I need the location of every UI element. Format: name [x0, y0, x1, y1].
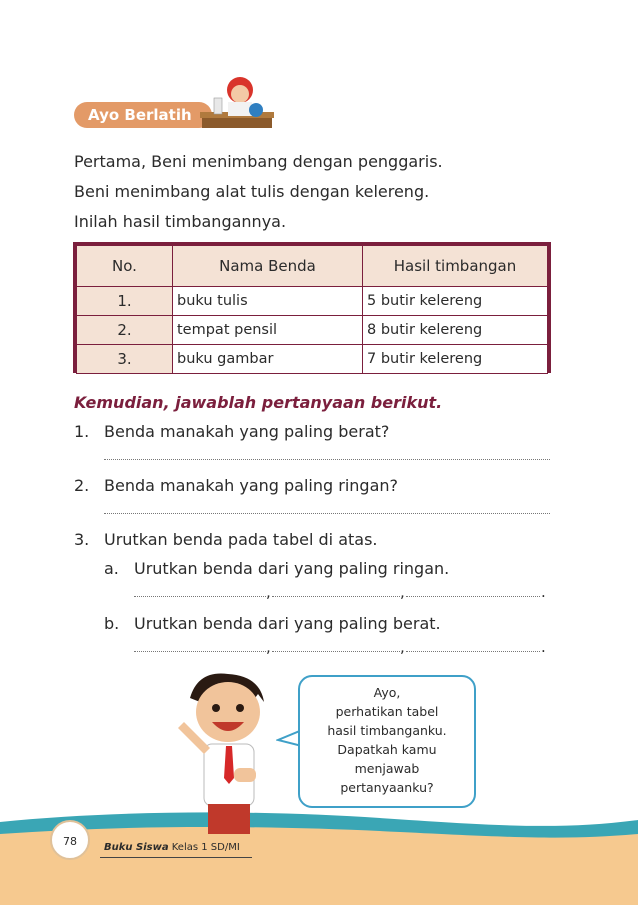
question-text: Benda manakah yang paling berat? [104, 422, 390, 441]
footer-wave-decoration [0, 800, 638, 905]
footer-book-name: Buku Siswa [104, 842, 169, 853]
bubble-line: pertanyaanku? [340, 780, 434, 795]
answer-blank-a3[interactable] [406, 596, 540, 597]
answer-blank-b2[interactable] [272, 651, 400, 652]
section-badge [74, 102, 212, 128]
subquestion-text: Urutkan benda dari yang paling ringan. [134, 559, 450, 578]
speech-bubble [298, 675, 476, 808]
girl-weighing-illustration [196, 72, 276, 138]
subquestion-text: Urutkan benda dari yang paling berat. [134, 614, 441, 633]
question-text: Urutkan benda pada tabel di atas. [104, 530, 378, 549]
bubble-line: Dapatkah kamu [337, 742, 437, 757]
table-header-row [77, 246, 548, 287]
question-number: 2. [74, 476, 90, 495]
bubble-line: menjawab [354, 761, 420, 776]
question-text: Benda manakah yang paling ringan? [104, 476, 399, 495]
answer-blank-b1[interactable] [134, 651, 266, 652]
section-badge-label: Ayo Berlatih [88, 106, 192, 124]
question-number: 3. [74, 530, 90, 549]
question-number: 1. [74, 422, 90, 441]
subquestion-b [104, 614, 441, 634]
col-header-result: Hasil timbangan [363, 246, 548, 287]
intro-line-1: Pertama, Beni menimbang dengan penggaris. [74, 152, 443, 171]
footer-grade: Kelas 1 SD/MI [171, 842, 240, 853]
page-number: 78 [50, 820, 90, 860]
row-result: 8 butir kelereng [363, 316, 548, 345]
table-row [77, 345, 548, 374]
row-no: 2. [77, 316, 173, 345]
bubble-line: Ayo, [373, 685, 401, 700]
table-row [77, 287, 548, 316]
subquestion-letter: b. [104, 614, 120, 633]
separator-period: . [541, 638, 546, 656]
col-header-no: No. [77, 246, 173, 287]
row-result: 5 butir kelereng [363, 287, 548, 316]
question-3 [74, 530, 378, 550]
subquestion-a [104, 559, 449, 579]
row-no: 1. [77, 287, 173, 316]
bubble-line: perhatikan tabel [335, 704, 439, 719]
boy-illustration [168, 668, 288, 838]
row-name: tempat pensil [173, 316, 363, 345]
answer-blank-a1[interactable] [134, 596, 266, 597]
separator-comma: , [400, 583, 405, 601]
separator-comma: , [266, 638, 271, 656]
answer-blank-b3[interactable] [406, 651, 540, 652]
footer-book-title [104, 842, 240, 853]
row-no: 3. [77, 345, 173, 374]
row-name: buku gambar [173, 345, 363, 374]
bubble-line: hasil timbanganku. [327, 723, 447, 738]
weighing-table [73, 242, 551, 373]
subquestion-letter: a. [104, 559, 119, 578]
instruction-heading: Kemudian, jawablah pertanyaan berikut. [74, 393, 443, 412]
separator-comma: , [400, 638, 405, 656]
answer-blank-a2[interactable] [272, 596, 400, 597]
row-name: buku tulis [173, 287, 363, 316]
col-header-name: Nama Benda [173, 246, 363, 287]
row-result: 7 butir kelereng [363, 345, 548, 374]
separator-period: . [541, 583, 546, 601]
intro-line-2: Beni menimbang alat tulis dengan kelereng. [74, 182, 430, 201]
separator-comma: , [266, 583, 271, 601]
answer-line-2[interactable] [104, 513, 550, 514]
footer-underline [100, 857, 252, 858]
question-1 [74, 422, 389, 442]
intro-line-3: Inilah hasil timbangannya. [74, 212, 287, 231]
answer-line-1[interactable] [104, 459, 550, 460]
question-2 [74, 476, 398, 496]
table-row [77, 316, 548, 345]
